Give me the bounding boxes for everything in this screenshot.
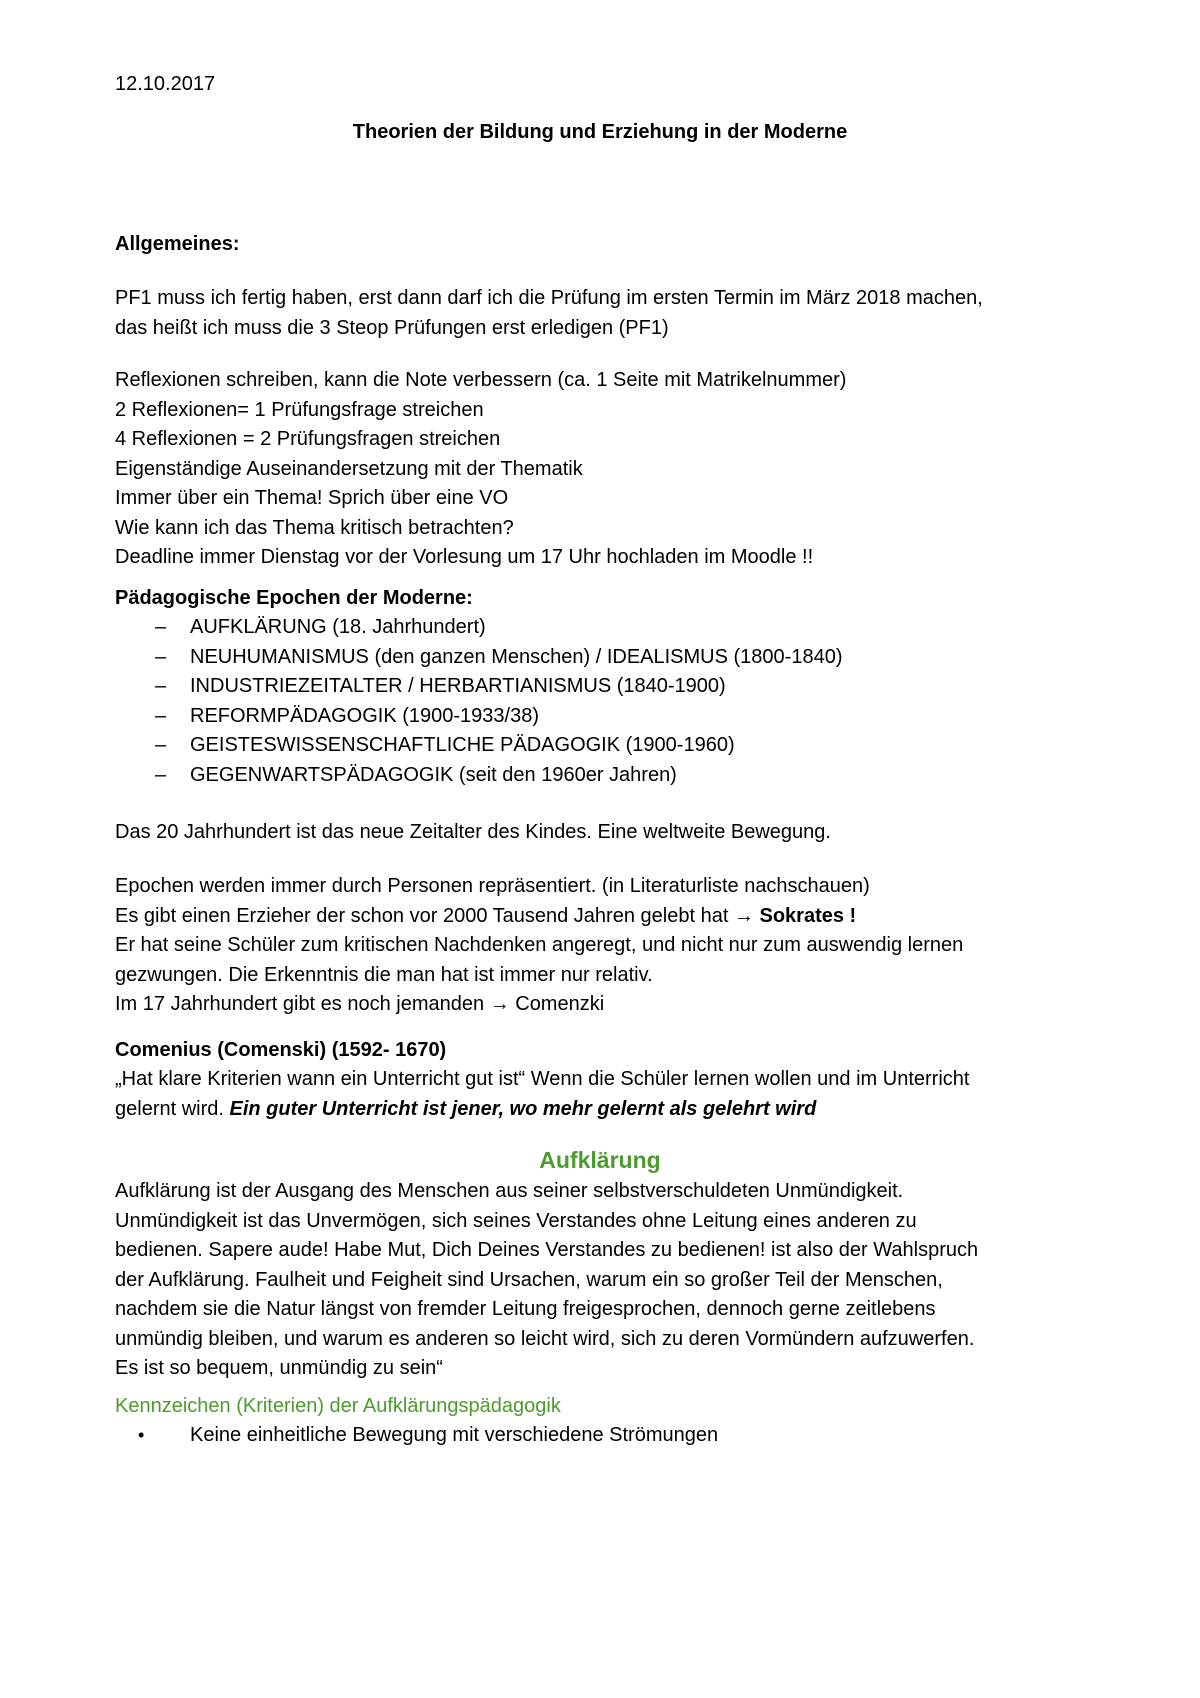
list-item: – GEISTESWISSENSCHAFTLICHE PÄDAGOGIK (1900-1960) <box>115 731 842 761</box>
aufklaerung-line: bedienen. Sapere aude! Habe Mut, Dich Deines Verstandes zu bedienen! ist also der Wahlspruch <box>115 1239 979 1261</box>
bullet-marker: • <box>138 1425 145 1445</box>
persons-line: gezwungen. Die Erkenntnis die man hat ist immer nur relativ. <box>115 963 653 986</box>
century-line: Das 20 Jahrhundert ist das neue Zeitalter des Kindes. Eine weltweite Bewegung. <box>115 821 831 843</box>
aufklaerung-line: unmündig bleiben, und warum es anderen so leicht wird, sich zu deren Vormündern aufzuwerfen. <box>115 1327 975 1350</box>
epochs-list <box>115 613 842 790</box>
aufklaerung-line: der Aufklärung. Faulheit und Feigheit sind Ursachen, warum ein so großer Teil der Menschen, <box>115 1268 943 1291</box>
comenius-line: gelernt wird. Ein guter Unterricht ist jener, wo mehr gelernt als gelehrt wird <box>115 1097 817 1120</box>
aufklaerung-paragraph <box>115 1177 978 1384</box>
document-date: 12.10.2017 <box>115 73 216 95</box>
dash-marker: – <box>155 616 167 638</box>
sokrates-text: Sokrates ! <box>753 904 857 927</box>
arrow-right-icon: → <box>733 904 754 927</box>
reflexion-line: 2 Reflexionen= 1 Prüfungsfrage streichen <box>115 398 484 421</box>
dash-marker: – <box>155 645 167 668</box>
comenius-paragraph <box>115 1065 969 1124</box>
aufklaerung-heading: Aufklärung <box>539 1147 661 1173</box>
aufklaerung-line: nachdem sie die Natur längst von fremder Leitung freigesprochen, dennoch gerne zeitlebens <box>115 1298 936 1320</box>
epochs-heading: Pädagogische Epochen der Moderne: <box>115 587 473 609</box>
dash-marker: – <box>155 704 167 727</box>
list-item: – NEUHUMANISMUS (den ganzen Menschen) / IDEALISMUS (1800-1840) <box>115 643 842 673</box>
list-item: • Keine einheitliche Bewegung mit verschiedene Strömungen <box>115 1421 718 1451</box>
list-item: – INDUSTRIEZEITALTER / HERBARTIANISMUS (1840-1900) <box>115 672 842 702</box>
arrow-right-icon: → <box>489 993 510 1015</box>
persons-line: Im 17 Jahrhundert gibt es noch jemanden → Comenzki <box>115 993 605 1015</box>
comenius-heading: Comenius (Comenski) (1592- 1670) <box>115 1039 447 1061</box>
document-title: Theorien der Bildung und Erziehung in der Moderne <box>352 121 848 143</box>
persons-line: Er hat seine Schüler zum kritischen Nachdenken angeregt, und nicht nur zum auswendig lernen <box>115 934 964 956</box>
pf1-line: das heißt ich muss die 3 Steop Prüfungen erst erledigen (PF1) <box>115 316 669 339</box>
aufklaerung-line: Aufklärung ist der Ausgang des Menschen aus seiner selbstverschuldeten Unmündigkeit. <box>115 1180 904 1202</box>
comenius-line: „Hat klare Kriterien wann ein Unterricht gut ist“ Wenn die Schüler lernen wollen und im Unterricht <box>115 1068 970 1090</box>
aufklaerung-line: Unmündigkeit ist das Unvermögen, sich seines Verstandes ohne Leitung eines anderen zu <box>115 1209 917 1232</box>
kennzeichen-heading: Kennzeichen (Kriterien) der Aufklärungspädagogik <box>115 1395 561 1417</box>
dash-marker: – <box>155 763 167 786</box>
reflexion-line: Immer über ein Thema! Sprich über eine VO <box>115 487 509 509</box>
comenius-quote: Ein guter Unterricht ist jener, wo mehr gelernt als gelehrt wird <box>229 1097 817 1120</box>
reflexion-line: Deadline immer Dienstag vor der Vorlesung um 17 Uhr hochladen im Moodle !! <box>115 546 814 568</box>
aufklaerung-line: Es ist so bequem, unmündig zu sein“ <box>115 1357 443 1379</box>
general-heading: Allgemeines: <box>115 233 240 255</box>
kennzeichen-list <box>115 1421 718 1451</box>
list-item: – REFORMPÄDAGOGIK (1900-1933/38) <box>115 702 842 732</box>
reflexion-line: Reflexionen schreiben, kann die Note verbessern (ca. 1 Seite mit Matrikelnummer) <box>115 369 847 391</box>
dash-marker: – <box>155 734 167 756</box>
persons-line: Es gibt einen Erzieher der schon vor 2000 Tausend Jahren gelebt hat → Sokrates ! <box>115 904 857 927</box>
reflexion-line: Eigenständige Auseinandersetzung mit der Thematik <box>115 457 583 480</box>
persons-line: Epochen werden immer durch Personen repräsentiert. (in Literaturliste nachschauen) <box>115 875 870 897</box>
list-item: – GEGENWARTSPÄDAGOGIK (seit den 1960er Jahren) <box>115 761 842 791</box>
list-item: – AUFKLÄRUNG (18. Jahrhundert) <box>115 613 842 643</box>
pf1-line: PF1 muss ich fertig haben, erst dann darf ich die Prüfung im ersten Termin im März 2018 machen, <box>115 287 983 309</box>
persons-paragraph <box>115 872 963 1020</box>
reflexion-line: 4 Reflexionen = 2 Prüfungsfragen streichen <box>115 428 501 450</box>
pf1-paragraph <box>115 284 983 343</box>
reflexion-paragraph <box>115 366 846 573</box>
dash-marker: – <box>155 675 167 697</box>
reflexion-line: Wie kann ich das Thema kritisch betrachten? <box>115 516 514 539</box>
